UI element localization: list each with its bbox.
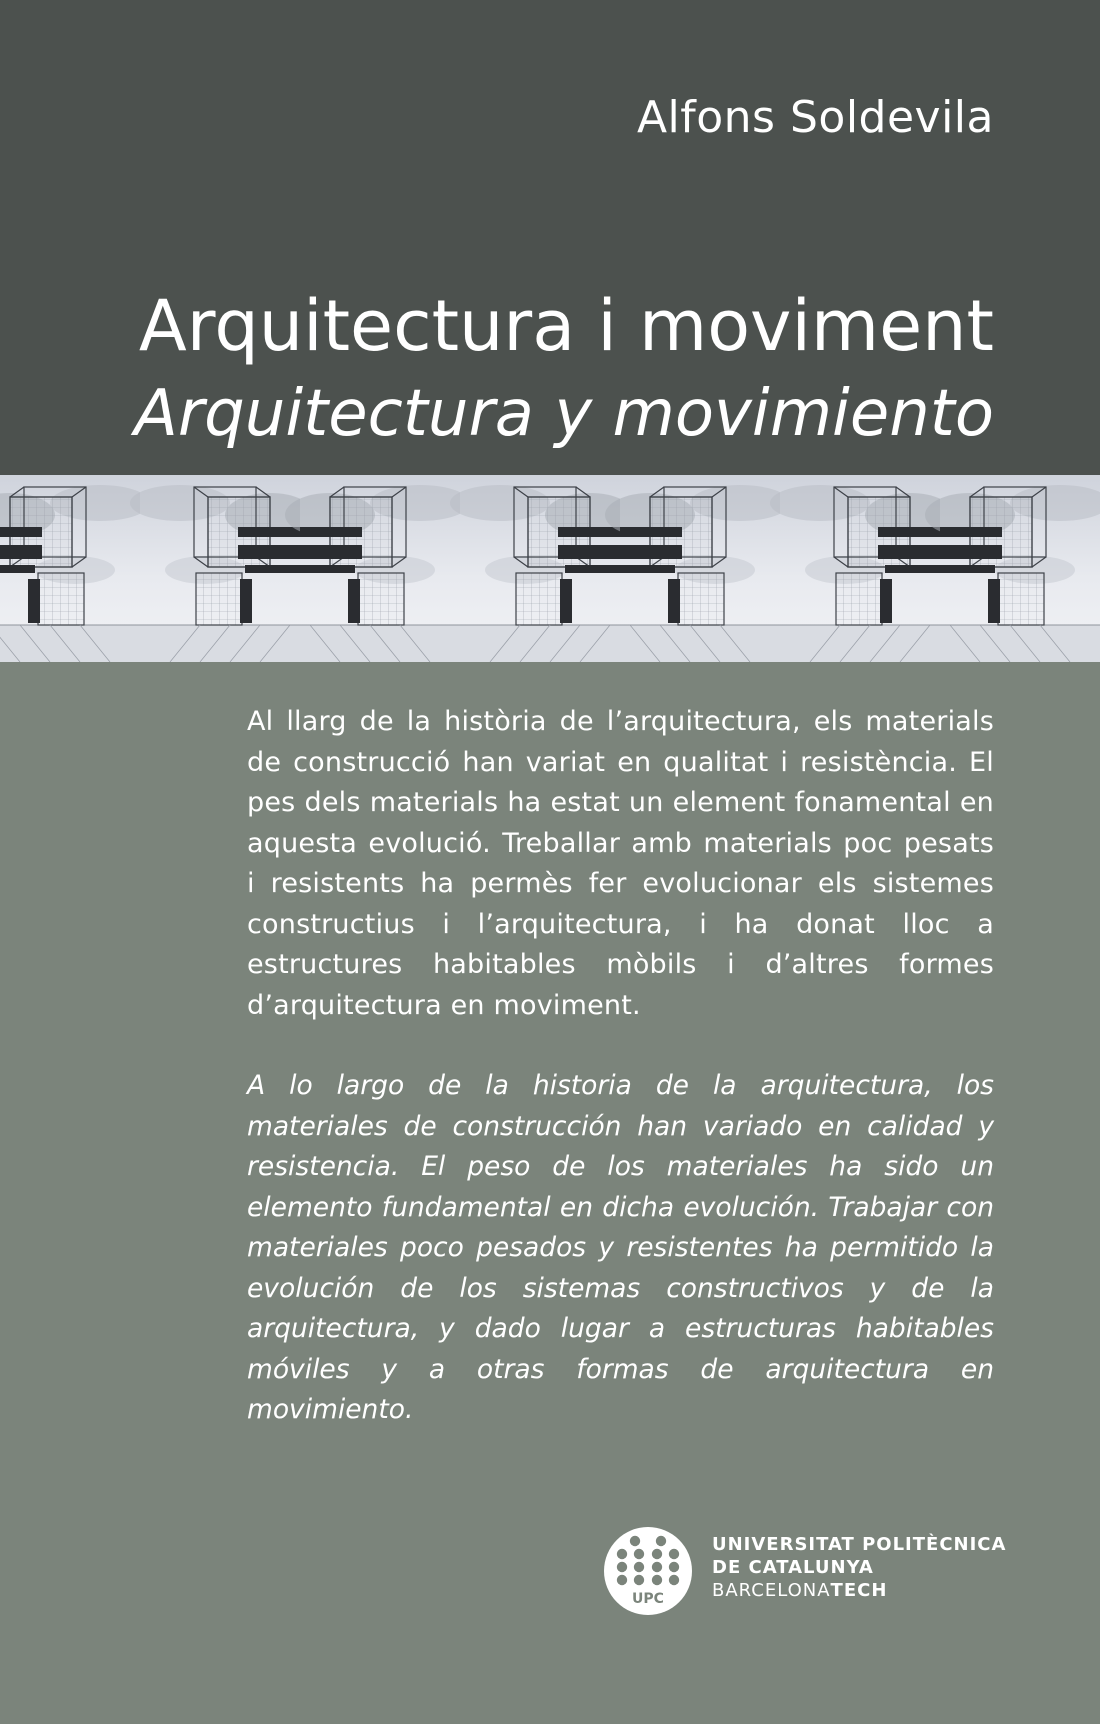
publisher-line-2: DE CATALUNYA <box>712 1557 874 1578</box>
building-tile <box>605 475 790 662</box>
publisher-line-1: UNIVERSITAT POLITÈCNICA <box>712 1534 1007 1555</box>
author-name: Alfons Soldevila <box>636 92 994 143</box>
blurb-catalan: Al llarg de la història de l’arquitectura, els materials de construcció han variat en qualitat i resistència. El pes dels materials ha estat un element fonamental en aquesta evolució. Treballar amb materials poc pesats i resistents ha permès fer evolucionar els sistemes constructius i l’arquitectura, i ha donat lloc a estructures habitables mòbils i d’altres formes d’arquitectura en moviment. <box>247 706 994 1021</box>
wireframe-building-illustration <box>0 475 1100 662</box>
logo-dot <box>634 1562 644 1572</box>
logo-dot <box>630 1536 640 1546</box>
architecture-image-strip <box>0 475 1100 662</box>
logo-dot <box>669 1575 679 1585</box>
blurb <box>247 702 994 1431</box>
logo-dot <box>669 1562 679 1572</box>
logo-dot <box>669 1549 679 1559</box>
publisher-name <box>712 1533 1006 1602</box>
logo-dot <box>617 1575 627 1585</box>
building-tile <box>130 475 315 662</box>
logo-dot <box>652 1562 662 1572</box>
publisher-city: BARCELONA <box>712 1580 831 1601</box>
publisher-line-3 <box>712 1579 1006 1602</box>
logo-dot <box>634 1575 644 1585</box>
title-catalan: Arquitectura i moviment <box>138 285 994 367</box>
title-spanish: Arquitectura y movimiento <box>134 377 994 451</box>
upc-emblem-icon <box>604 1527 692 1615</box>
publisher-logo <box>604 1527 1024 1627</box>
logo-dot <box>617 1562 627 1572</box>
logo-dot <box>652 1575 662 1585</box>
title-band <box>0 0 1100 475</box>
logo-dot <box>652 1549 662 1559</box>
building-tile <box>770 475 955 662</box>
building-tile <box>925 475 1100 662</box>
logo-wordmark: UPC <box>632 1591 664 1607</box>
building-tile <box>0 475 150 662</box>
publisher-tech: TECH <box>830 1580 888 1601</box>
building-tile <box>450 475 635 662</box>
logo-dot <box>617 1549 627 1559</box>
logo-dot <box>656 1536 666 1546</box>
logo-dot <box>634 1549 644 1559</box>
blurb-spanish: A lo largo de la historia de la arquitectura, los materiales de construcción han variado en calidad y resistencia. El peso de los materiales ha sido un elemento fundamental en dicha evolución. Trabajar con materiales poco pesados y resistentes ha permitido la evolución de los sistemas constructivos y de la arquitectura, y dado lugar a estructuras habitables móviles y a otras formas de arquitectura en movimiento. <box>247 1070 994 1425</box>
building-tile <box>285 475 470 662</box>
